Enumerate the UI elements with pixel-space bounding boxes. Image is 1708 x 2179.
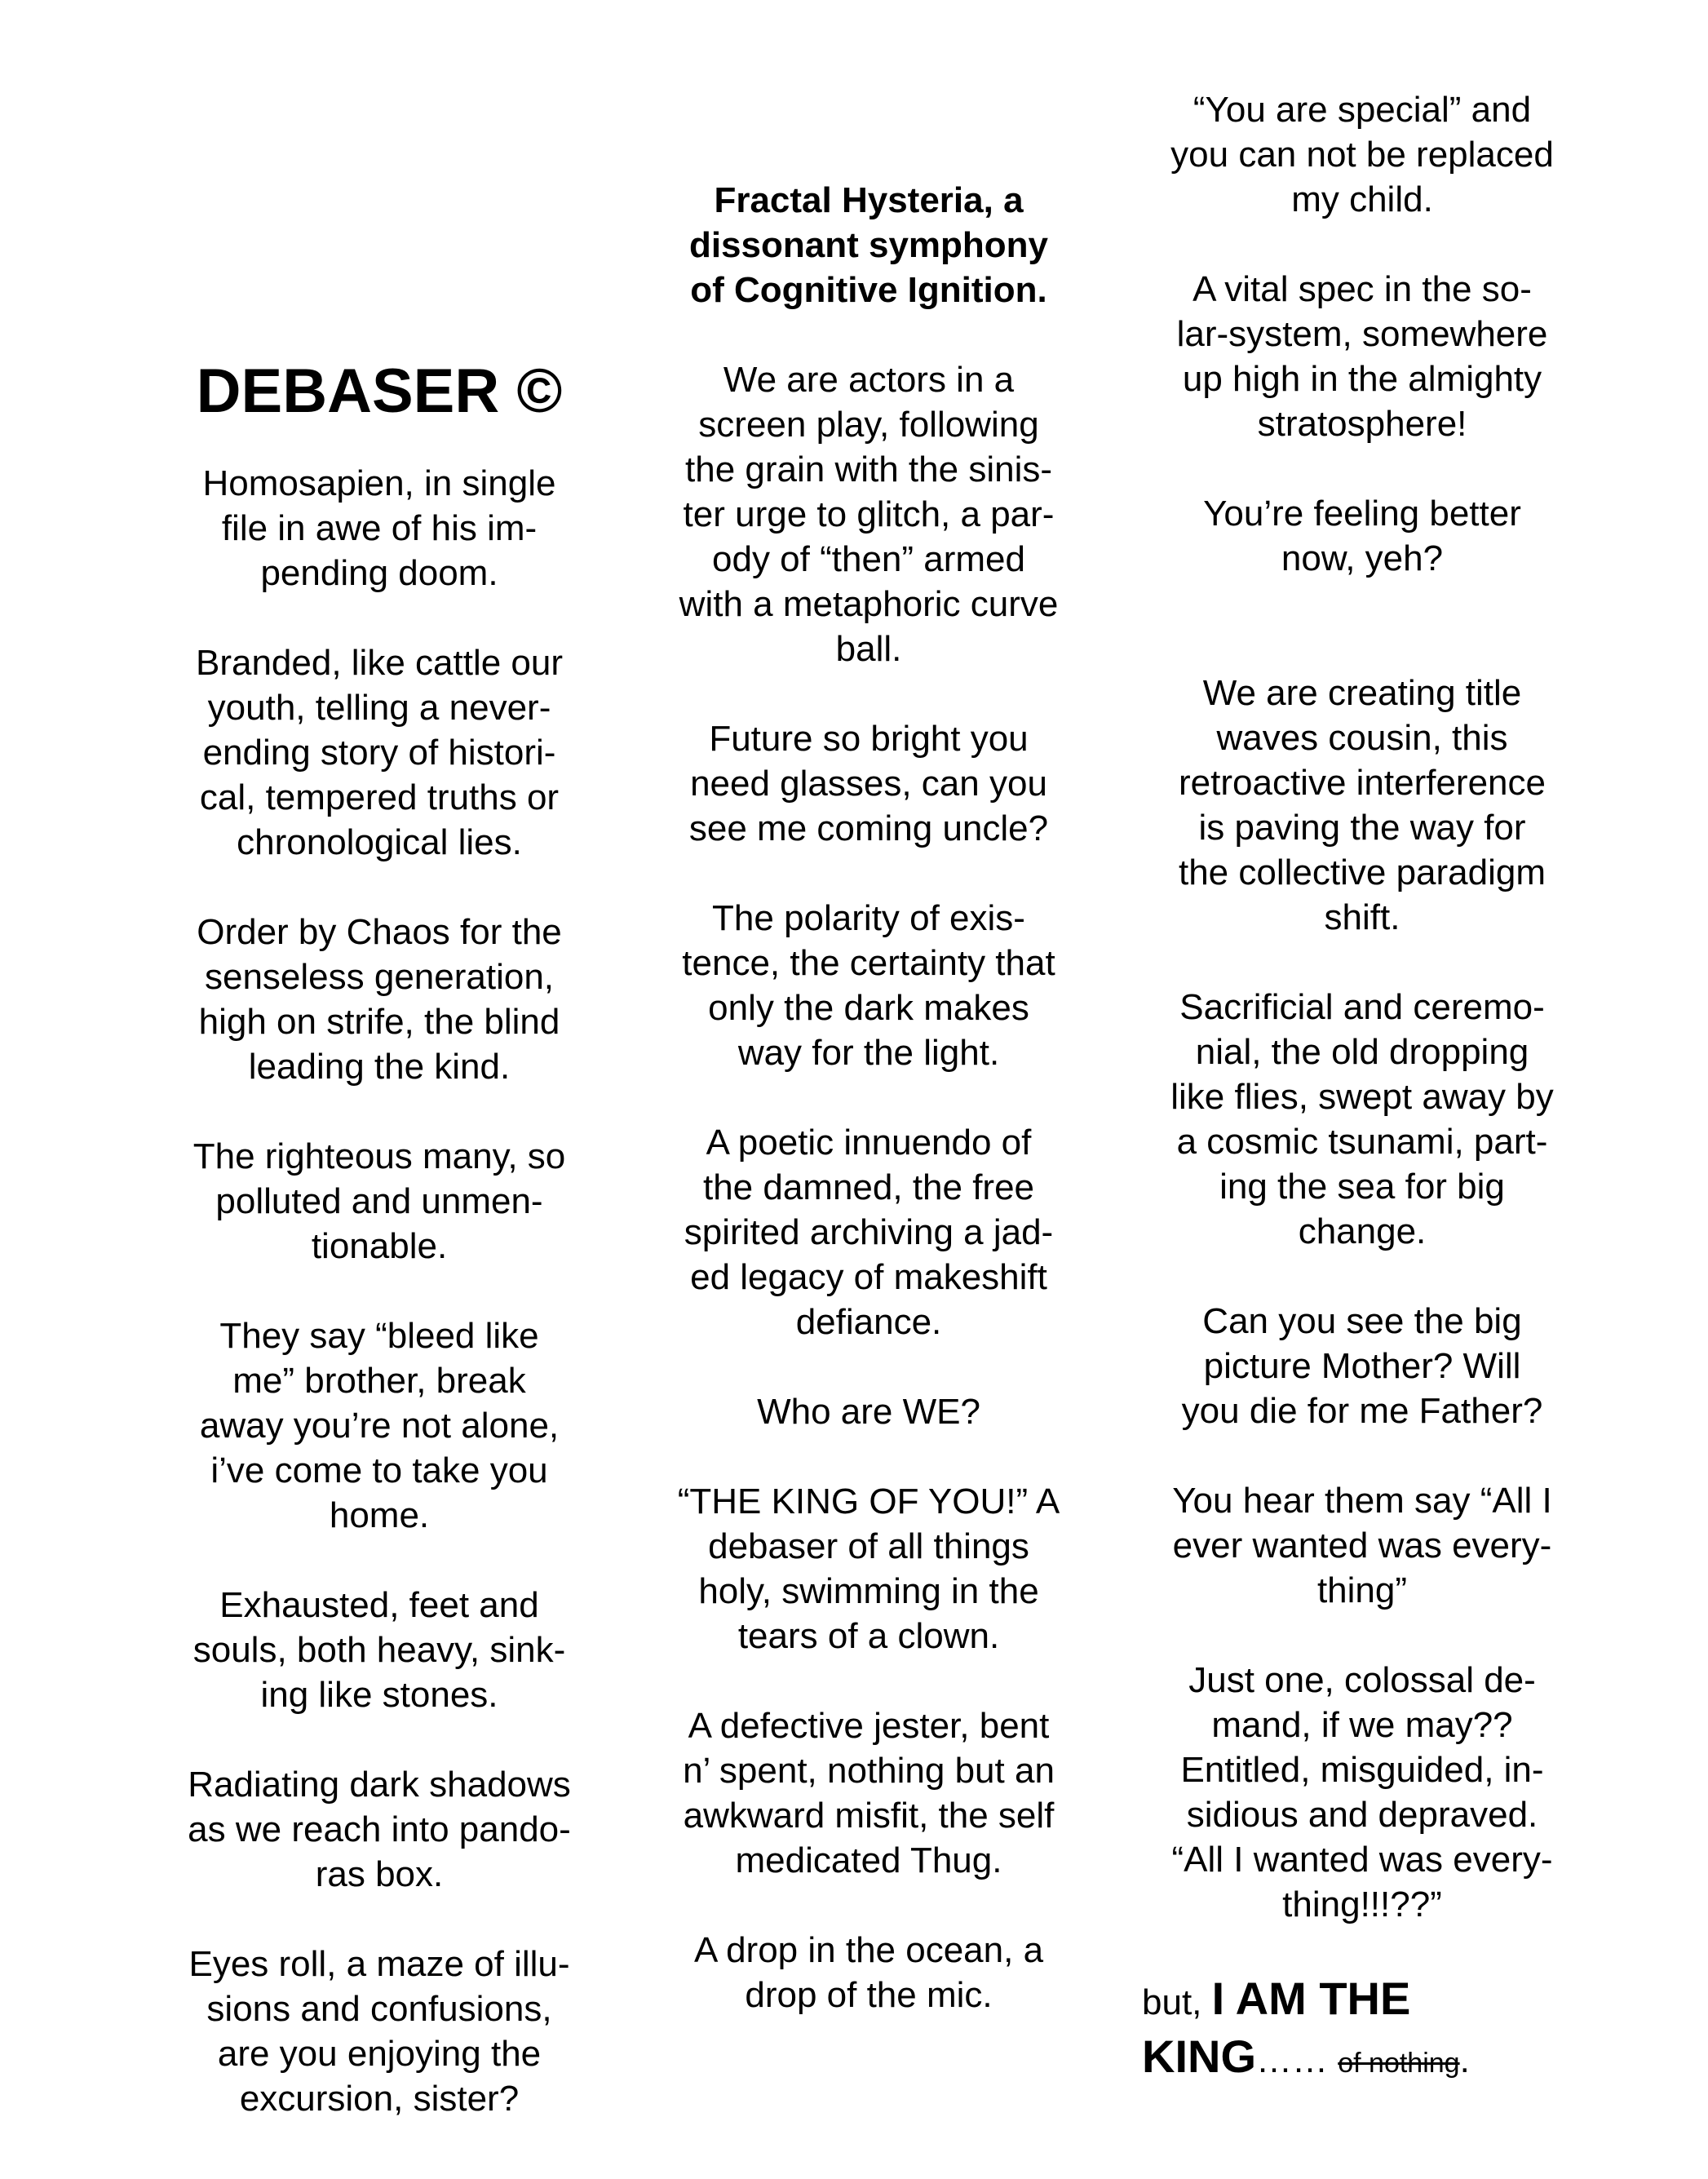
stanza: A defective jester, bent n’ spent, nothing but an awkward misfit, the self medicated Thug.	[683, 1706, 1055, 1880]
left-column	[163, 355, 595, 2166]
stanza: Order by Chaos for the senseless generation, high on strife, the blind leading the kind.	[197, 912, 562, 1087]
stanza: Just one, colossal de- mand, if we may?? Entitled, misguided, in- sidious and depraved. “All I wanted was every- thing!!!??”	[1171, 1660, 1553, 1924]
stanza: Homosapien, in single file in awe of his im- pending doom.	[202, 463, 556, 593]
stanza: Eyes roll, a maze of illu- sions and confusions, are you enjoying the excursion, sister?	[188, 1944, 570, 2119]
stanza: The polarity of exis- tence, the certainty that only the dark makes way for the light.	[682, 898, 1055, 1073]
middle-column	[653, 178, 1085, 2062]
stanza: Branded, like cattle our youth, telling a never- ending story of histori- cal, tempered truths or chronological lies.	[195, 643, 564, 862]
stanza: We are actors in a screen play, following the grain with the sinis- ter urge to glitch, a par- ody of “then” armed with a metaphoric curve ball.	[679, 360, 1059, 669]
stanza: You’re feeling better now, yeh?	[1203, 494, 1521, 578]
stanza: Who are WE?	[757, 1392, 980, 1432]
poem-subtitle: Fractal Hysteria, a dissonant symphony of Cognitive Ignition.	[688, 180, 1049, 310]
stanza: We are creating title waves cousin, this retroactive interference is paving the way for the collective paradigm shift.	[1178, 673, 1546, 937]
stanza: A vital spec in the so- lar-system, somewhere up high in the almighty stratosphere!	[1176, 269, 1548, 444]
stanza: Sacrificial and ceremo- nial, the old dropping like flies, swept away by a cosmic tsunami, part- ing the sea for big change.	[1170, 987, 1554, 1251]
closing-prefix: but,	[1142, 1982, 1212, 2022]
stanza: A drop in the ocean, a drop of the mic.	[693, 1930, 1044, 2015]
stanza: “You are special” and you can not be replaced my child.	[1170, 90, 1554, 219]
right-column	[1142, 87, 1582, 2090]
closing-ellipsis: ……	[1256, 2040, 1339, 2080]
stanza: Radiating dark shadows as we reach into pando- ras box.	[188, 1765, 571, 1894]
closing-bold-line1: I AM THE	[1211, 1973, 1411, 2024]
stanza: Exhausted, feet and souls, both heavy, sink- ing like stones.	[192, 1585, 566, 1715]
stanza: “THE KING OF YOU!” A debaser of all things holy, swimming in the tears of a clown.	[677, 1481, 1060, 1656]
closing-line	[1142, 1972, 1582, 2090]
poem-title: DEBASER ©	[196, 357, 563, 426]
stanza: Can you see the big picture Mother? Will you die for me Father?	[1181, 1301, 1543, 1431]
closing-end: .	[1459, 2040, 1470, 2080]
stanza: The righteous many, so polluted and unmen- tionable.	[192, 1136, 566, 1266]
stanza: A poetic innuendo of the damned, the free spirited archiving a jad- ed legacy of makeshift defiance.	[684, 1123, 1054, 1342]
closing-struck-text: of nothing	[1338, 2048, 1460, 2079]
stanza: You hear them say “All I ever wanted was every- thing”	[1172, 1481, 1552, 1610]
closing-bold-line2: KING	[1142, 2031, 1256, 2082]
stanza: They say “bleed like me” brother, break away you’re not alone, i’ve come to take you home.	[199, 1316, 560, 1535]
stanza: Future so bright you need glasses, can you see me coming uncle?	[688, 719, 1049, 848]
